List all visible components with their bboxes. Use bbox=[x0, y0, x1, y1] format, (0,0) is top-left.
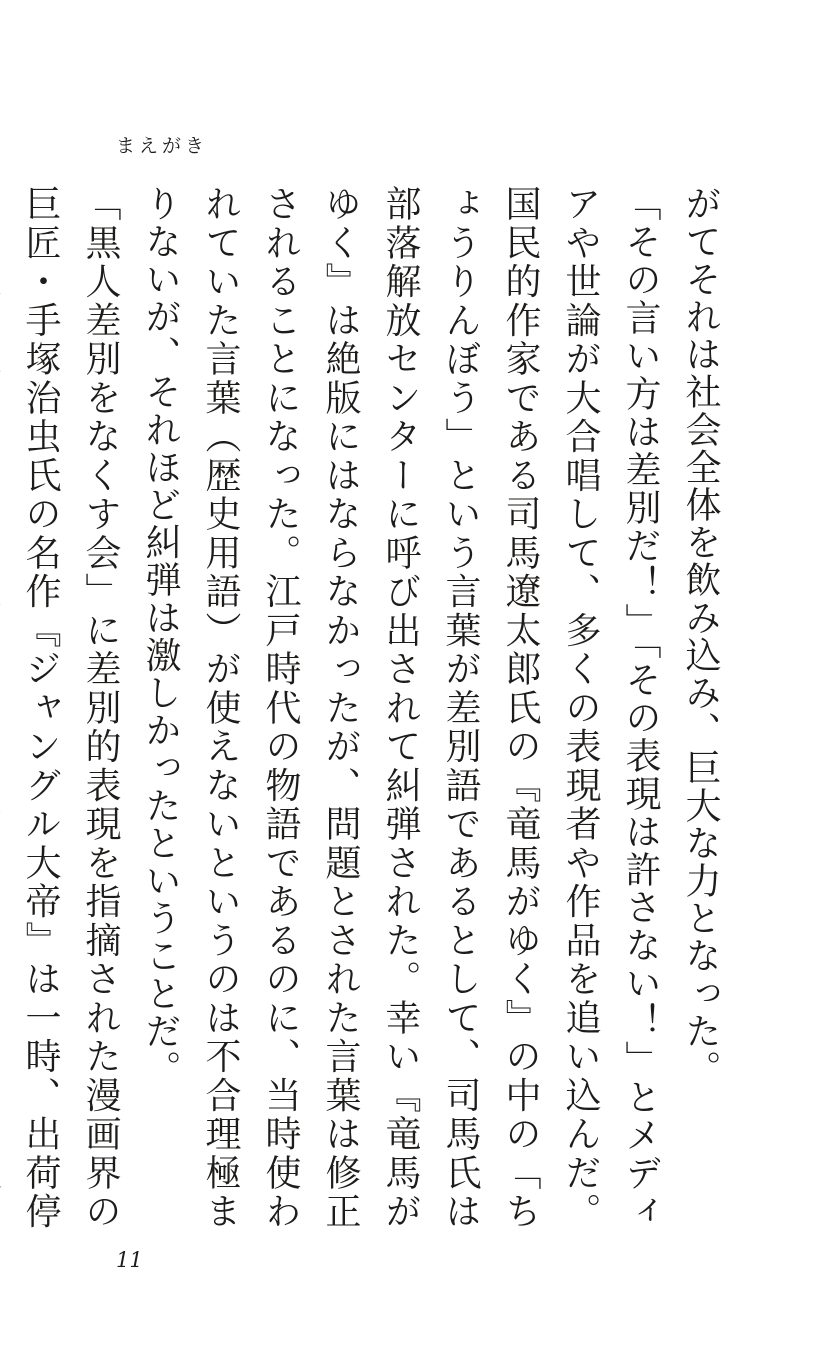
paragraph: 「黒人差別をなくす会」に差別的表現を指摘された漫画界の巨匠・手塚治虫氏の名作『ジャングル大帝』は一時、出荷停 bbox=[20, 185, 121, 1230]
running-head: まえがき bbox=[116, 135, 209, 157]
paragraph: がてそれは社会全体を飲み込み、巨大な力となった。 bbox=[680, 185, 721, 1088]
body-text bbox=[20, 185, 730, 1230]
paragraph: 「その言い方は差別だ！」「その表現は許さない！」とメディアや世論が大合唱して、多くの表現者や作品を追い込んだ。国民的作家である司馬遼太郎氏の『竜馬がゆく』の中の「ちょうりんぼう」という言葉が差別語であるとして、司馬氏は部落解放センターに呼び出されて糾弾された。幸い『竜馬がゆく』は絶版にはならなかったが、問題とされた言葉は修正されることになった。江戸時代の物語であるのに、当時使われていた言葉（歴史用語）が使えないというのは不合理極まりないが、それほど糾弾は激しかったということだ。 bbox=[140, 185, 661, 1230]
page-number: 11 bbox=[116, 1248, 143, 1272]
